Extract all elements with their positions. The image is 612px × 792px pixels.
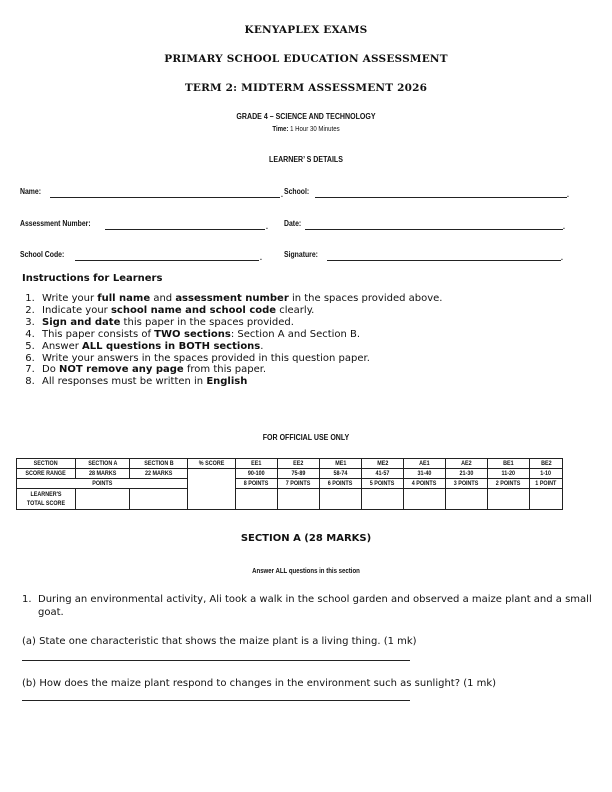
header-cell: SECTION B <box>130 459 188 469</box>
time-label: Time: <box>272 124 289 133</box>
table-cell: 1 POINT <box>530 479 563 489</box>
date-label: Date: <box>284 218 302 228</box>
learner-details-title: LEARNER’ S DETAILS <box>269 154 343 164</box>
assessment-title: PRIMARY SCHOOL EDUCATION ASSESSMENT <box>164 53 448 65</box>
question-1-text: During an environmental activity, Ali took a walk in the school garden and observed a maize plant and a small goat. <box>38 594 592 618</box>
section-a-score-cell[interactable] <box>76 489 130 510</box>
question-1a-text: (a) State one characteristic that shows the maize plant is a living thing. (1 mk) <box>22 636 417 647</box>
exam-org-title: KENYAPLEX EXAMS <box>244 24 368 36</box>
table-cell[interactable] <box>278 489 320 510</box>
instruction-item: 2. Indicate your school name and school code clearly. <box>38 305 442 317</box>
table-cell[interactable] <box>530 489 563 510</box>
table-cell: 4 POINTS <box>404 479 446 489</box>
header-cell: BE2 <box>530 459 563 469</box>
table-cell[interactable] <box>404 489 446 510</box>
table-cell: 2 POINTS <box>488 479 530 489</box>
school-field[interactable] <box>315 197 567 198</box>
table-cell: 75-89 <box>278 469 320 479</box>
table-row <box>17 469 563 479</box>
signature-label: Signature: <box>284 249 318 259</box>
table-cell[interactable] <box>236 489 278 510</box>
header-cell: BE1 <box>488 459 530 469</box>
school-code-label: School Code: <box>20 249 65 259</box>
table-cell: 28 MARKS <box>76 469 130 479</box>
table-cell: 7 POINTS <box>278 479 320 489</box>
table-cell: 5 POINTS <box>362 479 404 489</box>
date-field[interactable] <box>305 229 563 230</box>
table-cell[interactable] <box>488 489 530 510</box>
school-code-field[interactable] <box>75 260 259 261</box>
time-value: 1 Hour 30 Minutes <box>288 124 340 133</box>
table-cell[interactable] <box>320 489 362 510</box>
instructions-list <box>18 293 442 388</box>
header-cell: EE2 <box>278 459 320 469</box>
header-cell: SECTION <box>17 459 76 469</box>
instructions-title: Instructions for Learners <box>22 273 163 284</box>
section-a-title: SECTION A (28 MARKS) <box>240 533 372 544</box>
header-cell: ME2 <box>362 459 404 469</box>
official-score-table <box>16 458 563 510</box>
instruction-item: 1. Write your full name and assessment number in the spaces provided above. <box>38 293 442 305</box>
header-cell: SECTION A <box>76 459 130 469</box>
table-cell: 41-57 <box>362 469 404 479</box>
assessment-number-field-end: . <box>266 221 268 231</box>
section-b-score-cell[interactable] <box>130 489 188 510</box>
table-cell: POINTS <box>17 479 188 489</box>
table-cell: 8 POINTS <box>236 479 278 489</box>
official-use-title: FOR OFFICIAL USE ONLY <box>262 432 350 442</box>
time-line <box>55 124 557 133</box>
instruction-item: 7. Do NOT remove any page from this paper. <box>38 364 442 376</box>
name-field[interactable] <box>50 197 280 198</box>
question-1b-text: (b) How does the maize plant respond to changes in the environment such as sunlight? (1 mk) <box>22 678 497 689</box>
table-cell: 58-74 <box>320 469 362 479</box>
school-field-end: . <box>567 189 569 199</box>
table-cell[interactable] <box>362 489 404 510</box>
question-1-number: 1. <box>22 594 32 605</box>
table-cell: 90-100 <box>236 469 278 479</box>
signature-field-end: . <box>561 252 563 262</box>
answer-line-1a[interactable] <box>22 660 410 661</box>
header-cell: % SCORE <box>188 459 236 469</box>
assessment-number-field[interactable] <box>105 229 265 230</box>
school-code-field-end: . <box>260 252 262 262</box>
date-field-end: . <box>563 221 565 231</box>
header-cell: EE1 <box>236 459 278 469</box>
percent-score-cell[interactable] <box>188 469 236 510</box>
instruction-item: 5. Answer ALL questions in BOTH sections. <box>38 341 442 353</box>
name-label: Name: <box>20 186 41 196</box>
instruction-item: 6. Write your answers in the spaces provided in this question paper. <box>38 353 442 365</box>
table-row <box>17 459 563 469</box>
table-cell: 1-10 <box>530 469 563 479</box>
signature-field[interactable] <box>327 260 561 261</box>
term-title: TERM 2: MIDTERM ASSESSMENT 2026 <box>184 82 428 94</box>
table-cell: 11-20 <box>488 469 530 479</box>
header-cell: ME1 <box>320 459 362 469</box>
table-cell: 22 MARKS <box>130 469 188 479</box>
table-cell: 6 POINTS <box>320 479 362 489</box>
table-row <box>17 489 563 510</box>
header-cell: AE1 <box>404 459 446 469</box>
header-cell: AE2 <box>446 459 488 469</box>
table-cell: 3 POINTS <box>446 479 488 489</box>
table-cell: SCORE RANGE <box>17 469 76 479</box>
table-cell: LEARNER'S TOTAL SCORE <box>17 489 76 510</box>
table-cell: 31-40 <box>404 469 446 479</box>
table-cell: 21-30 <box>446 469 488 479</box>
instruction-item: 8. All responses must be written in English <box>38 376 442 388</box>
section-a-subtitle: Answer ALL questions in this section <box>252 566 360 575</box>
name-field-end: . <box>281 189 283 199</box>
instruction-item: 3. Sign and date this paper in the spaces provided. <box>38 317 442 329</box>
school-label: School: <box>284 186 310 196</box>
table-cell[interactable] <box>446 489 488 510</box>
grade-subject: GRADE 4 – SCIENCE AND TECHNOLOGY <box>236 111 376 121</box>
table-row <box>17 479 563 489</box>
instruction-item: 4. This paper consists of TWO sections: Section A and Section B. <box>38 329 442 341</box>
assessment-number-label: Assessment Number: <box>20 218 91 228</box>
answer-line-1b[interactable] <box>22 700 410 701</box>
